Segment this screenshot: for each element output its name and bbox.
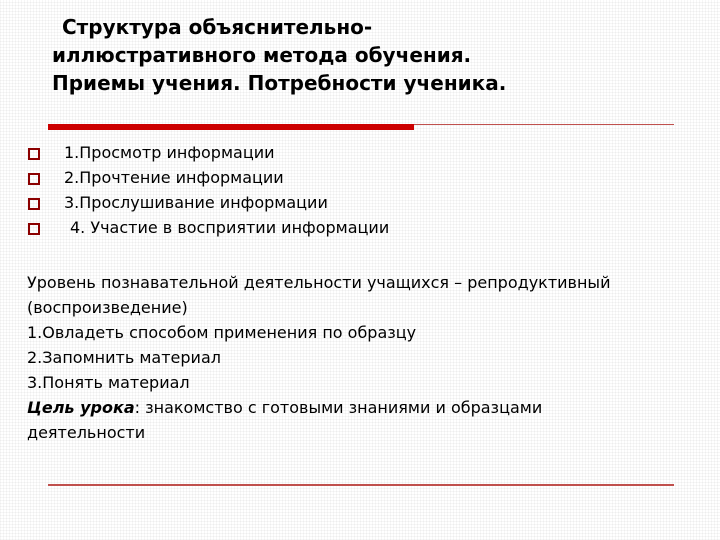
bullet-item-text: 4. Участие в восприятии информации [70,218,390,237]
level-line-1: Уровень познавательной деятельности учащихся – репродуктивный [27,273,611,292]
goal-line-2: деятельности [27,423,146,442]
goal-line [27,395,707,420]
bullet-item-text: 1.Просмотр информации [64,143,275,162]
title-line-3: Приемы учения. Потребности ученика. [52,71,507,95]
square-bullet-icon [28,223,40,235]
bullet-item-text: 3.Прослушивание информации [64,193,328,212]
body-item: 1.Овладеть способом применения по образцу [27,323,417,342]
square-bullet-icon [28,148,40,160]
body-item: 3.Понять материал [27,373,190,392]
level-line-2: (воспроизведение) [27,298,188,317]
square-bullet-icon [28,173,40,185]
slide-title [52,13,692,97]
bullet-item-text: 2.Прочтение информации [64,168,284,187]
title-line-1: Структура объяснительно- [62,15,373,39]
footer-rule [48,484,674,486]
body-paragraph [27,270,707,445]
goal-text: : знакомство с готовыми знаниями и образцами [134,398,543,417]
body-item: 2.Запомнить материал [27,348,221,367]
title-line-2: иллюстративного метода обучения. [52,43,472,67]
title-underline-accent [48,124,414,130]
title-underline [48,122,674,132]
square-bullet-icon [28,198,40,210]
goal-label: Цель урока [27,398,135,417]
